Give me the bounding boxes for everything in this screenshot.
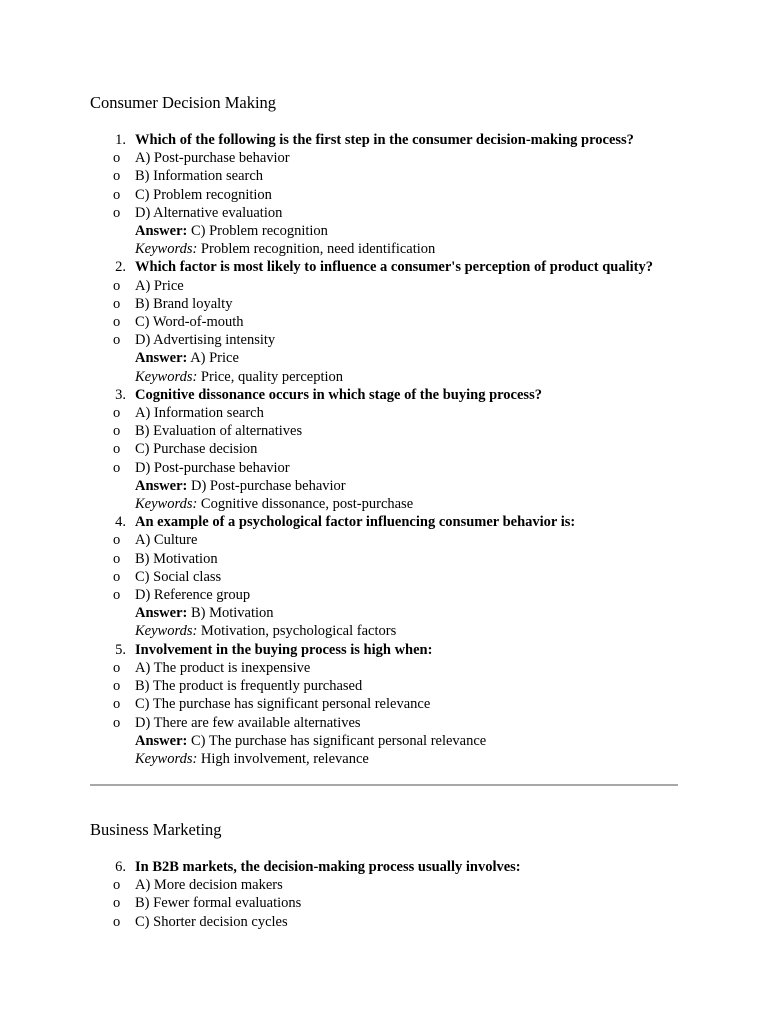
answer-option [113,531,730,549]
answer-option [113,167,730,185]
bullet-icon: o [113,332,121,349]
option-list [113,277,730,350]
bullet-icon: o [113,295,121,312]
keywords-line [135,750,730,768]
bullet-icon: o [113,877,121,894]
bullet-icon: o [113,314,121,331]
answer-option [113,876,730,894]
answer-option [113,404,730,422]
question-text: Which of the following is the first step in the consumer decision-making process? [135,132,634,148]
option-text: C) Word-of-mouth [135,314,244,331]
question-text: Cognitive dissonance occurs in which stage of the buying process? [135,386,542,403]
option-text: D) Advertising intensity [135,332,276,349]
bullet-icon: o [113,532,121,549]
option-text: B) Brand loyalty [135,295,233,312]
bullet-icon: o [113,714,121,731]
keywords-label: Keywords: [135,496,198,513]
keywords-value: Problem recognition, need identification [200,241,436,258]
question-number: 2. [115,259,126,276]
bullet-icon: o [113,459,121,476]
keywords-label: Keywords: [135,750,198,767]
option-text: A) The product is inexpensive [135,659,311,676]
option-text: A) Price [135,277,184,294]
question-number: 4. [115,514,126,531]
option-list [113,659,730,732]
answer-line [135,222,730,240]
answer-option [113,149,730,167]
bullet-icon: o [113,168,121,185]
keywords-label: Keywords: [135,623,198,640]
bullet-icon: o [113,186,121,203]
answer-line [135,349,730,367]
option-text: B) Fewer formal evaluations [135,895,302,912]
question-item [90,641,730,768]
option-text: C) Purchase decision [135,441,258,458]
option-list [113,531,730,604]
question-item [90,513,730,640]
option-text: D) Reference group [135,587,251,604]
option-list [113,404,730,477]
answer-label: Answer: [135,477,188,494]
answer-option [113,586,730,604]
keywords-line [135,240,730,258]
answer-line [135,732,730,750]
question-number: 1. [115,132,126,148]
question-number: 5. [115,641,126,658]
question-text: An example of a psychological factor influencing consumer behavior is: [135,514,576,531]
option-text: C) Social class [135,568,222,585]
answer-label: Answer: [135,350,188,367]
question-text: In B2B markets, the decision-making process usually involves: [135,859,521,875]
answer-option [113,204,730,222]
answer-label: Answer: [135,223,188,240]
option-list [113,149,730,222]
option-text: A) More decision makers [135,877,283,894]
option-list [113,876,730,931]
section-title: Consumer Decision Making [90,93,277,112]
question-text: Which factor is most likely to influence a consumer's perception of product quality? [135,259,653,276]
keywords-label: Keywords: [135,368,198,385]
option-text: C) The purchase has significant personal relevance [135,696,431,713]
answer-option [113,422,730,440]
option-text: B) Information search [135,168,264,185]
bullet-icon: o [113,204,121,221]
question-item [90,258,730,385]
answer-option [113,459,730,477]
answer-option [113,568,730,586]
keywords-label: Keywords: [135,241,198,258]
answer-value: A) Price [190,350,239,367]
answer-value: D) Post-purchase behavior [190,477,346,494]
section-title: Business Marketing [90,820,222,839]
option-text: B) Motivation [135,550,218,567]
answer-option [113,313,730,331]
bullet-icon: o [113,678,121,695]
option-text: D) There are few available alternatives [135,714,361,731]
question-text: Involvement in the buying process is high when: [135,641,433,658]
keywords-value: Motivation, psychological factors [200,623,397,640]
answer-value: C) The purchase has significant personal relevance [190,732,487,749]
keywords-line [135,495,730,513]
keywords-line [135,368,730,386]
bullet-icon: o [113,587,121,604]
option-text: A) Culture [135,532,198,549]
bullet-icon: o [113,696,121,713]
question-list [90,131,730,768]
answer-option [113,894,730,912]
keywords-value: High involvement, relevance [200,750,369,767]
answer-line [135,604,730,622]
question-item [90,386,730,513]
question-number: 6. [115,859,126,875]
bullet-icon: o [113,913,121,930]
bullet-icon: o [113,441,121,458]
bullet-icon: o [113,277,121,294]
answer-option [113,695,730,713]
option-text: D) Alternative evaluation [135,204,283,221]
answer-option [113,677,730,695]
answer-option [113,186,730,204]
option-text: C) Problem recognition [135,186,272,203]
answer-option [113,331,730,349]
answer-option [113,440,730,458]
answer-option [113,550,730,568]
answer-value: B) Motivation [190,605,274,622]
bullet-icon: o [113,568,121,585]
answer-option [113,714,730,732]
question-item [90,131,730,258]
option-text: D) Post-purchase behavior [135,459,290,476]
answer-label: Answer: [135,732,188,749]
option-text: B) Evaluation of alternatives [135,423,303,440]
answer-line [135,477,730,495]
question-item [90,858,730,931]
question-list [90,858,730,931]
option-text: A) Information search [135,405,264,422]
bullet-icon: o [113,550,121,567]
bullet-icon: o [113,895,121,912]
option-text: A) Post-purchase behavior [135,150,290,167]
bullet-icon: o [113,423,121,440]
answer-label: Answer: [135,605,188,622]
keywords-value: Price, quality perception [200,368,344,385]
keywords-line [135,622,730,640]
option-text: C) Shorter decision cycles [135,913,288,930]
answer-value: C) Problem recognition [190,223,328,240]
answer-option [113,295,730,313]
answer-option [113,913,730,931]
bullet-icon: o [113,659,121,676]
bullet-icon: o [113,405,121,422]
answer-option [113,659,730,677]
keywords-value: Cognitive dissonance, post-purchase [200,496,414,513]
question-number: 3. [115,386,126,403]
bullet-icon: o [113,150,121,167]
option-text: B) The product is frequently purchased [135,678,363,695]
answer-option [113,277,730,295]
section-divider [90,784,678,786]
